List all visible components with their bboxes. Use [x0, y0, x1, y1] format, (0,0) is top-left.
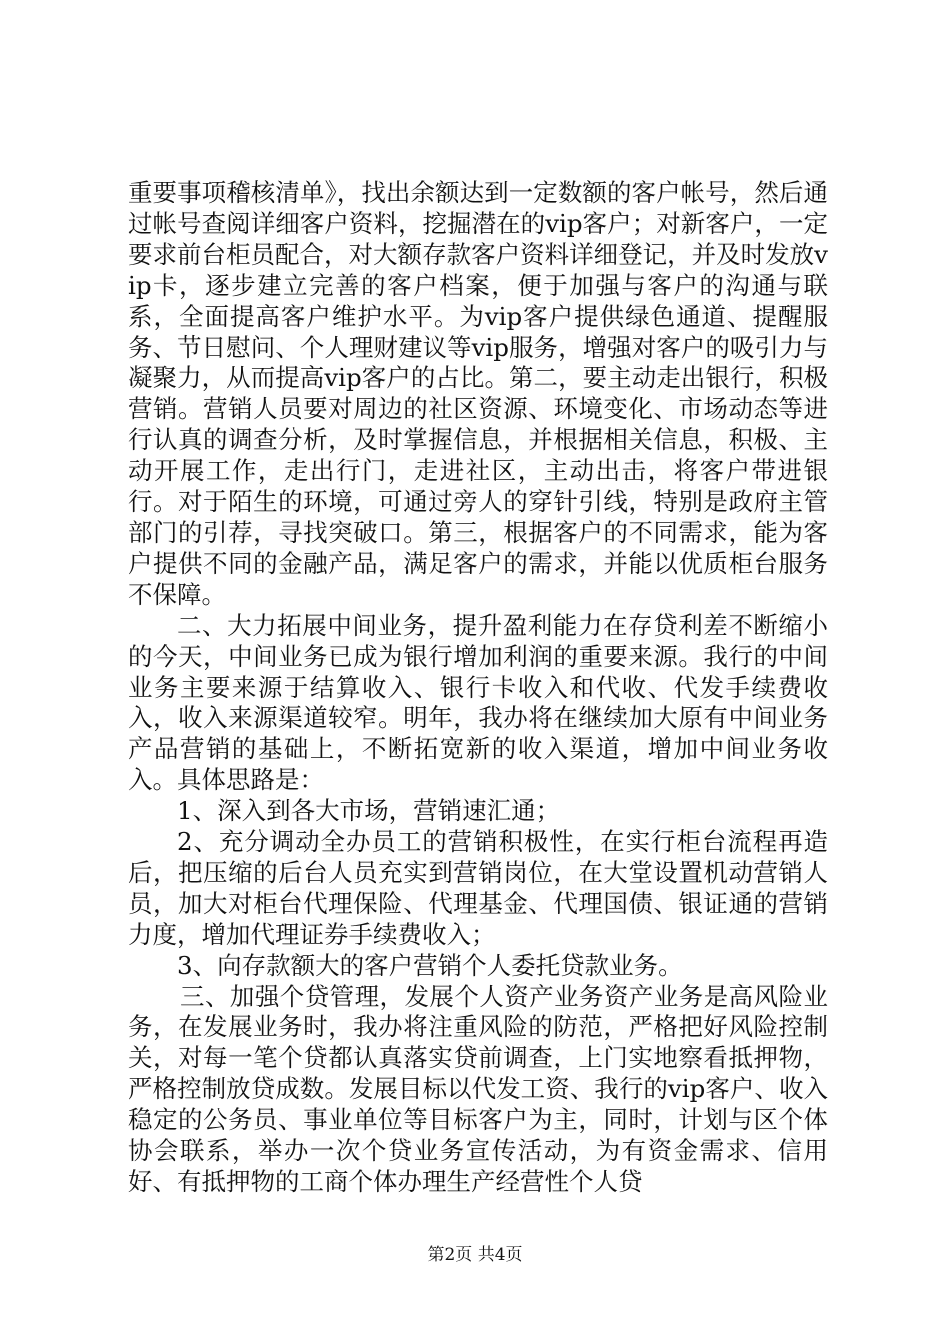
paragraph-personal-loans: 三、加强个贷管理，发展个人资产业务资产业务是高风险业务，在发展业务时，我办将注重风险的防范，严格把好风险控制关，对每一笔个贷都认真落实贷前调查，上门实地察看抵押物，严格控制放贷成数。发展目标以代发工资、我行的vip客户、收入稳定的公务员、事业单位等目标客户为主，同时，计划与区个体协会联系，举办一次个贷业务宣传活动，为有资金需求、信用好、有抵押物的工商个体办理生产经营性个人贷: [128, 981, 828, 1196]
paragraph-intermediate-business: 二、大力拓展中间业务，提升盈利能力在存贷利差不断缩小的今天，中间业务已成为银行增加利润的重要来源。我行的中间业务主要来源于结算收入、银行卡收入和代收、代发手续费收入，收入来源渠道较窄。明年，我办将在继续加大原有中间业务产品营销的基础上，不断拓宽新的收入渠道，增加中间业务收入。具体思路是：: [128, 610, 828, 795]
paragraph-vip-marketing: 重要事项稽核清单》，找出余额达到一定数额的客户帐号，然后通过帐号查阅详细客户资料，挖掘潜在的vip客户；对新客户，一定要求前台柜员配合，对大额存款客户资料详细登记，并及时发放vip卡，逐步建立完善的客户档案，便于加强与客户的沟通与联系，全面提高客户维护水平。为vip客户提供绿色通道、提醒服务、节日慰问、个人理财建议等vip服务，增强对客户的吸引力与凝聚力，从而提高vip客户的占比。第二，要主动走出银行，积极营销。营销人员要对周边的社区资源、环境变化、市场动态等进行认真的调查分析，及时掌握信息，并根据相关信息，积极、主动开展工作，走出行门，走进社区，主动出击，将客户带进银行。对于陌生的环境，可通过旁人的穿针引线，特别是政府主管部门的引荐，寻找突破口。第三，根据客户的不同需求，能为客户提供不同的金融产品，满足客户的需求，并能以优质柜台服务不保障。: [128, 178, 828, 609]
list-item-1: 1、深入到各大市场，营销速汇通；: [177, 796, 561, 826]
list-item-2: 2、充分调动全办员工的营销积极性，在实行柜台流程再造后，把压缩的后台人员充实到营销岗位，在大堂设置机动营销人员，加大对柜台代理保险、代理基金、代理国债、银证通的营销力度，增加代理证券手续费收入；: [128, 827, 828, 949]
document-body: [128, 178, 828, 1198]
page-number-footer: 第2页 共4页: [427, 1245, 523, 1265]
list-item-3: 3、向存款额大的客户营销个人委托贷款业务。: [177, 950, 683, 980]
